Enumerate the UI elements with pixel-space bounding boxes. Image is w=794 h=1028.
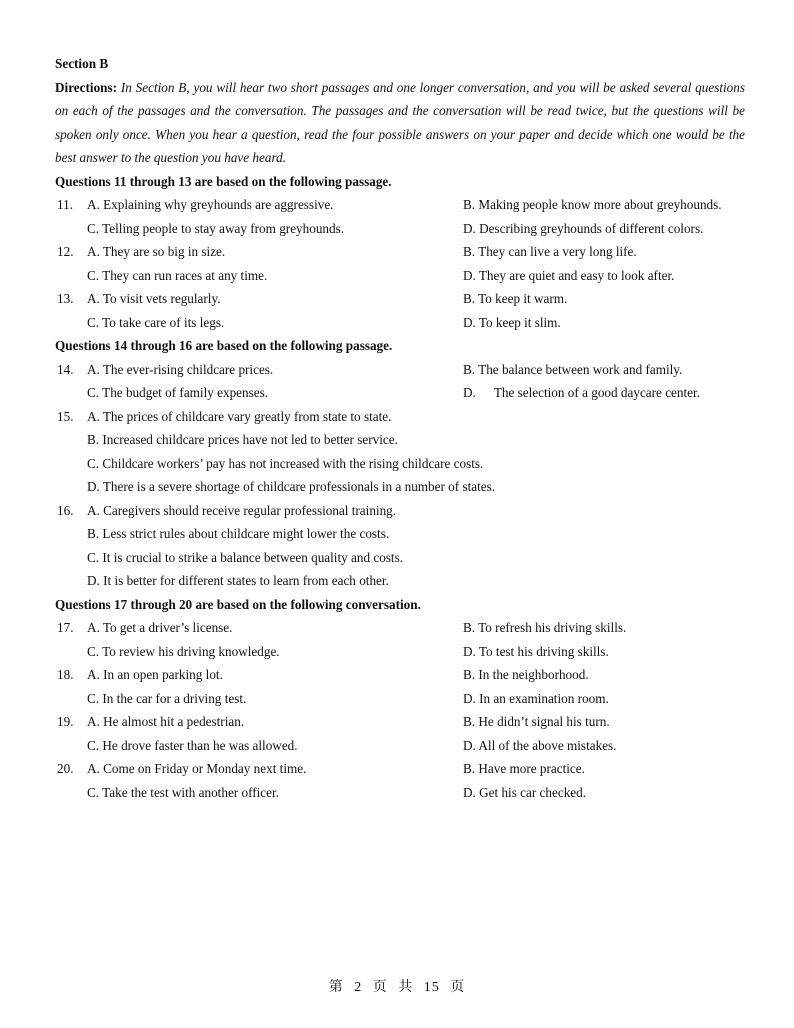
question-17-row-2 [55,640,745,664]
option-d: D. It is better for different states to learn from each other. [87,573,389,588]
option-c: C. Take the test with another officer. [87,784,279,800]
option-b: B. The balance between work and family. [463,361,683,377]
question-14-row-2 [55,381,745,405]
option-c: C. Childcare workers’ pay has not increased with the rising childcare costs. [87,455,484,471]
question-20-row-2 [55,781,745,805]
directions-paragraph [55,76,745,170]
option-d: D. There is a severe shortage of childcare professionals in a number of states. [87,479,496,494]
question-16-row-b [55,522,745,546]
option-d: D. Get his car checked. [463,784,587,800]
option-d: D. Describing greyhounds of different colors. [463,220,704,236]
question-15-row-c [55,452,745,476]
option-b: B. He didn’t signal his turn. [463,714,610,729]
option-b: B. Increased childcare prices have not led to better service. [87,432,398,447]
option-a: A. Caregivers should receive regular professional training. [87,502,397,518]
question-16-row-c [55,546,745,570]
question-number: 14. [57,361,74,377]
question-19-row-1 [55,710,745,734]
question-18-row-2 [55,687,745,711]
page-footer: 第 2 页 共 15 页 [328,980,466,995]
option-a: A. Come on Friday or Monday next time. [87,761,307,776]
question-15-row-d [55,475,745,499]
option-d: D. To keep it slim. [463,314,561,330]
question-number: 15. [57,408,74,424]
option-a: A. They are so big in size. [87,244,226,259]
question-19-row-2 [55,734,745,758]
question-17-row-1 [55,616,745,640]
question-16-row-d [55,569,745,593]
option-d-letter: D. [463,385,476,400]
option-d: D. They are quiet and easy to look after. [463,267,675,283]
option-b: B. Have more practice. [463,761,585,776]
option-c: C. Telling people to stay away from greyhounds. [87,220,345,236]
option-c: C. He drove faster than he was allowed. [87,737,298,753]
question-number: 20. [57,761,74,776]
question-16-row-a [55,499,745,523]
exam-page [55,52,745,804]
question-number: 17. [57,620,74,635]
option-a: A. The prices of childcare vary greatly from state to state. [87,408,392,424]
question-18-row-1 [55,663,745,687]
option-a: A. To visit vets regularly. [87,291,221,306]
question-14-row-1 [55,358,745,382]
question-number: 16. [57,502,74,518]
group-heading-17-20: Questions 17 through 20 are based on the following conversation. [55,596,421,612]
question-number: 12. [57,244,74,259]
question-number: 18. [57,667,74,682]
option-b: B. To refresh his driving skills. [463,620,627,635]
option-d: D. All of the above mistakes. [463,737,617,753]
option-b: B. They can live a very long life. [463,244,637,259]
question-20-row-1 [55,757,745,781]
option-c: C. To take care of its legs. [87,314,225,330]
option-c: C. The budget of family expenses. [87,385,269,400]
question-13-row-1 [55,287,745,311]
option-b: B. Less strict rules about childcare might lower the costs. [87,526,390,541]
option-a: A. To get a driver’s license. [87,620,233,635]
question-12-row-2 [55,264,745,288]
option-c: C. To review his driving knowledge. [87,643,280,659]
question-15-row-a [55,405,745,429]
question-11-row-2 [55,217,745,241]
option-c: C. They can run races at any time. [87,267,268,283]
question-13-row-2 [55,311,745,335]
directions-text: In Section B, you will hear two short passages and one longer conversation, and you will be asked several questions on each of the passages and the conversation. The passages and the conversation will be read twice, but the questions will be spoken only once. When you hear a question, read the four possible answers on your paper and decide which one would be the best answer to the question you have heard. [55,79,746,165]
option-b: B. In the neighborhood. [463,667,589,682]
option-a: A. Explaining why greyhounds are aggressive. [87,197,334,212]
option-d-text: The selection of a good daycare center. [493,385,700,400]
question-number: 11. [57,197,73,212]
question-12-row-1 [55,240,745,264]
directions-label: Directions: [55,79,118,95]
option-c: C. In the car for a driving test. [87,690,247,706]
option-a: A. He almost hit a pedestrian. [87,714,245,729]
option-a: A. The ever-rising childcare prices. [87,361,274,377]
section-title: Section B [55,56,109,71]
question-15-row-b [55,428,745,452]
option-b: B. To keep it warm. [463,291,568,306]
group-heading-14-16: Questions 14 through 16 are based on the following passage. [55,338,393,353]
option-d [463,381,700,405]
option-a: A. In an open parking lot. [87,667,223,682]
option-c: C. It is crucial to strike a balance between quality and costs. [87,549,404,565]
question-number: 19. [57,714,74,729]
question-11-row-1 [55,193,745,217]
option-b: B. Making people know more about greyhounds. [463,197,722,212]
question-number: 13. [57,291,74,306]
option-d: D. In an examination room. [463,690,609,706]
group-heading-11-13: Questions 11 through 13 are based on the following passage. [55,173,392,189]
option-d: D. To test his driving skills. [463,643,609,659]
